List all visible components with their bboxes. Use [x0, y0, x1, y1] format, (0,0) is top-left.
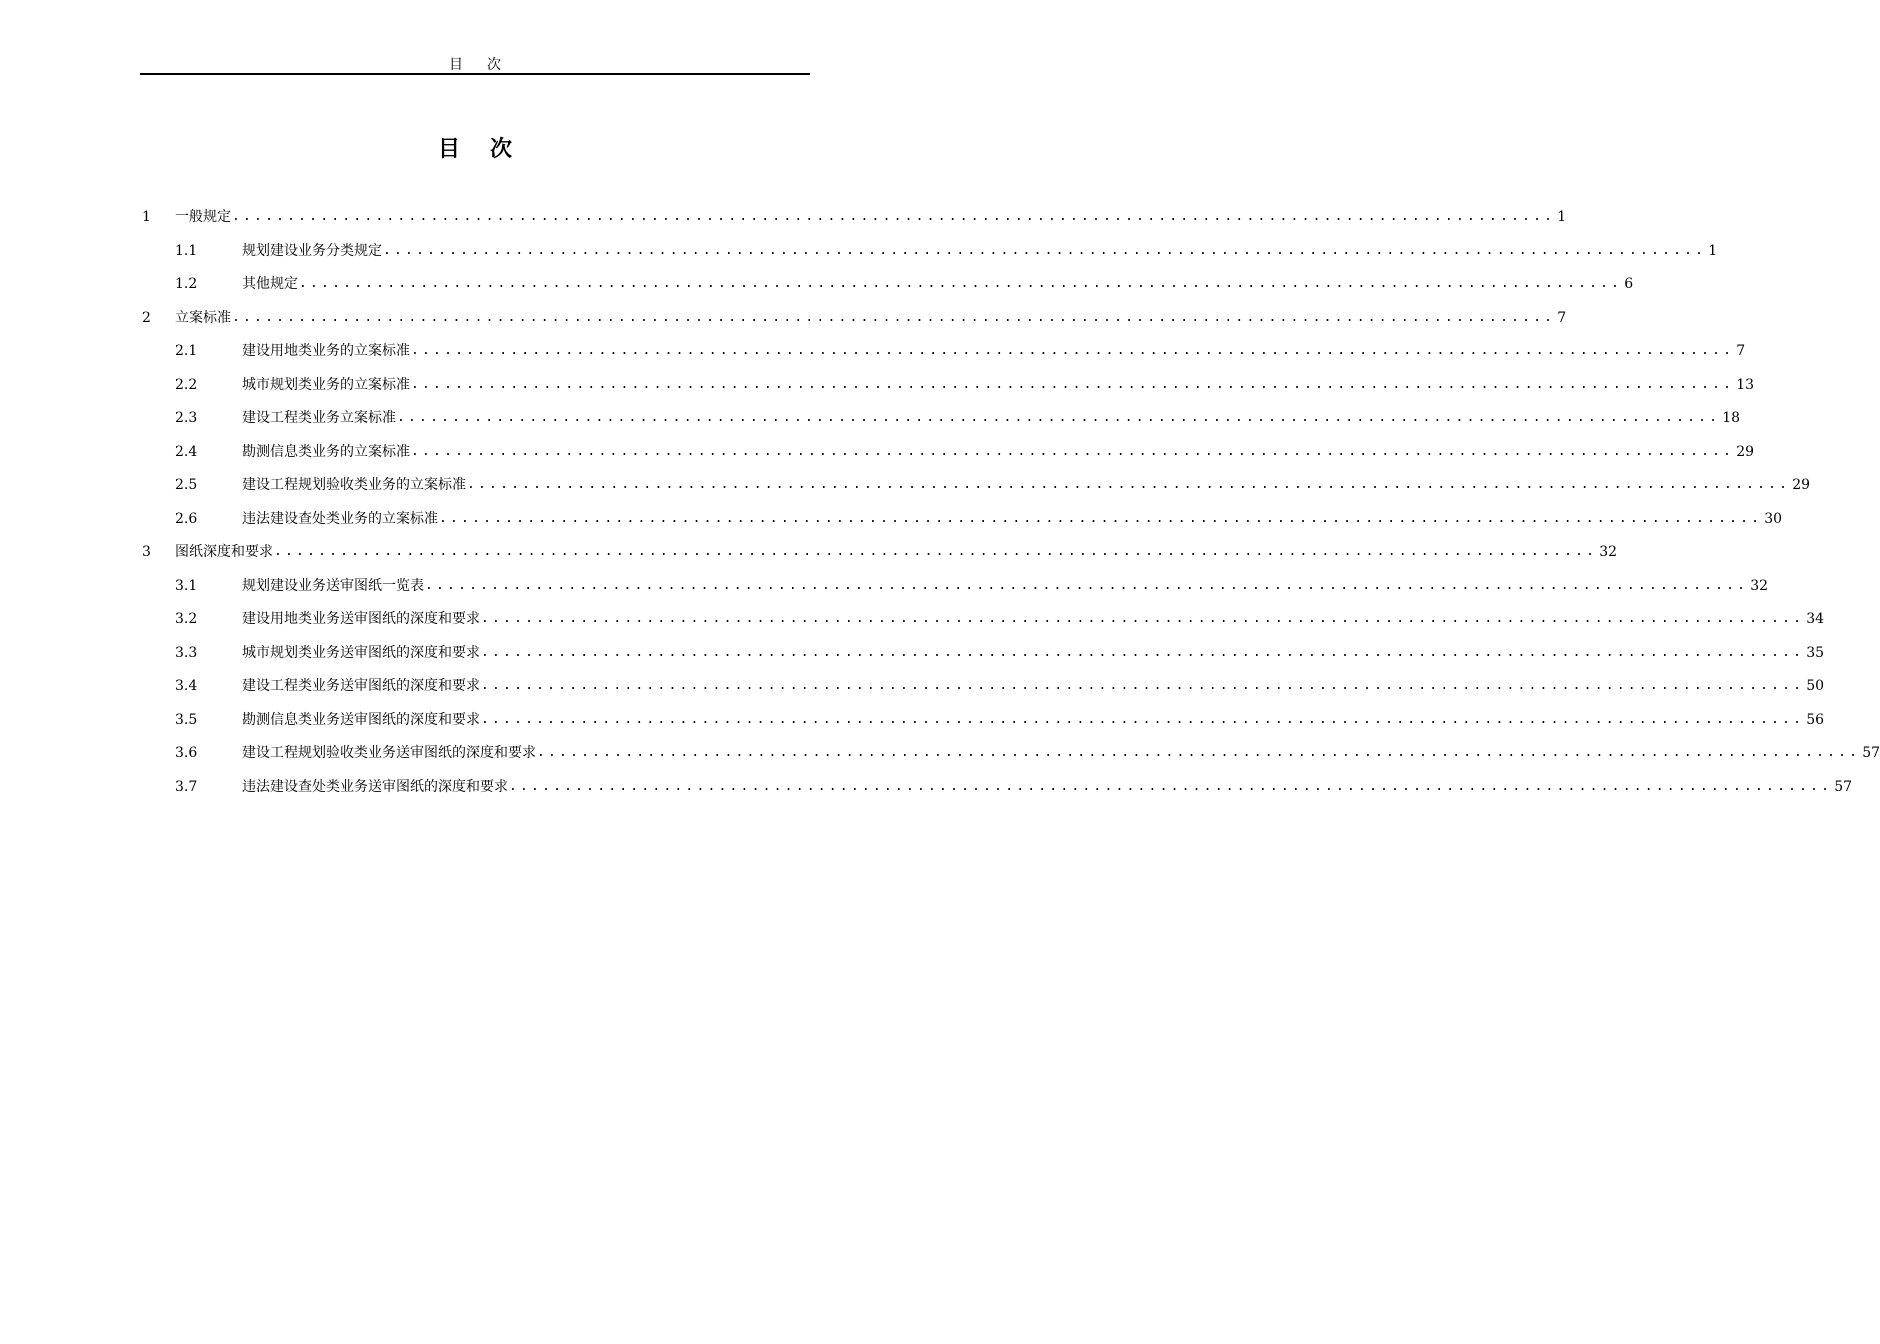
toc-section-entry[interactable] [175, 671, 1825, 701]
toc-entry-page-number: 56 [1806, 711, 1825, 728]
toc-section-entry[interactable] [175, 638, 1825, 668]
toc-entry-title: 建设工程规划验收类业务的立案标准 [242, 477, 466, 493]
toc-section-entry[interactable] [175, 236, 1718, 266]
toc-entry-title: 城市规划类业务送审图纸的深度和要求 [242, 644, 480, 661]
toc-dot-leader: ........................................................................................................................ [232, 309, 1556, 325]
toc-entry-page-number: 29 [1792, 477, 1811, 493]
toc-entry-title: 勘测信息类业务的立案标准 [242, 443, 410, 460]
toc-dot-leader: ........................................................................................................................ [299, 276, 1623, 291]
toc-entry-number: 3 [142, 544, 151, 560]
toc-dot-leader: ........................................................................................................................ [411, 343, 1735, 358]
toc-entry-title: 一般规定 [175, 209, 231, 225]
toc-entry-page-number: 13 [1736, 376, 1755, 393]
toc-chapter-entry[interactable] [140, 303, 1567, 333]
toc-section-entry[interactable] [175, 370, 1755, 400]
toc-entry-number: 2 [142, 309, 151, 326]
toc-entry-number: 3.4 [175, 678, 198, 694]
toc-section-entry[interactable] [175, 738, 1880, 768]
toc-entry-title: 城市规划类业务的立案标准 [242, 376, 410, 393]
toc-entry-number: 2.1 [175, 343, 198, 359]
toc-entry-title: 建设工程类业务立案标准 [242, 410, 396, 426]
toc-entry-title: 建设工程类业务送审图纸的深度和要求 [242, 678, 480, 694]
toc-entry-number: 2.6 [175, 510, 198, 527]
toc-entry-page-number: 1 [1557, 209, 1567, 225]
toc-entry-title: 建设用地类业务送审图纸的深度和要求 [242, 611, 480, 627]
toc-entry-title: 违法建设查处类业务的立案标准 [242, 510, 438, 527]
toc-entry-page-number: 57 [1862, 745, 1880, 761]
toc-entry-number: 1.2 [175, 276, 198, 292]
toc-dot-leader: ........................................................................................................................ [537, 745, 1861, 760]
toc-entry-page-number: 6 [1624, 276, 1634, 292]
toc-entry-number: 3.2 [175, 611, 198, 627]
toc-dot-leader: ........................................................................................................................ [397, 410, 1721, 425]
toc-entry-number: 3.5 [175, 711, 198, 728]
toc-dot-leader: ........................................................................................................................ [411, 376, 1735, 392]
running-header: 目次 [449, 57, 525, 73]
toc-dot-leader: ........................................................................................................................ [439, 510, 1763, 526]
toc-dot-leader: ........................................................................................................................ [481, 678, 1805, 693]
toc-entry-number: 2.4 [175, 443, 198, 460]
page-title: 目次 [437, 136, 542, 162]
toc-entry-page-number: 1 [1708, 242, 1718, 259]
toc-entry-title: 规划建设业务分类规定 [242, 242, 382, 259]
toc-entry-page-number: 57 [1834, 778, 1853, 795]
toc-dot-leader: ........................................................................................................................ [425, 577, 1749, 593]
toc-dot-leader: ........................................................................................................................ [383, 242, 1707, 258]
toc-entry-page-number: 30 [1764, 510, 1783, 527]
toc-entry-page-number: 50 [1806, 678, 1825, 694]
toc-section-entry[interactable] [175, 269, 1634, 299]
toc-entry-number: 1.1 [175, 242, 198, 259]
toc-entry-number: 2.2 [175, 376, 198, 393]
toc-entry-page-number: 35 [1806, 644, 1825, 661]
toc-entry-page-number: 34 [1806, 611, 1825, 627]
toc-entry-number: 3.1 [175, 577, 198, 594]
toc-section-entry[interactable] [175, 705, 1825, 735]
toc-section-entry[interactable] [175, 772, 1853, 802]
toc-dot-leader: ........................................................................................................................ [411, 443, 1735, 459]
toc-entry-number: 1 [142, 209, 151, 225]
toc-section-entry[interactable] [175, 604, 1825, 634]
toc-dot-leader: ........................................................................................................................ [481, 611, 1805, 626]
toc-dot-leader: ........................................................................................................................ [481, 711, 1805, 727]
toc-section-entry[interactable] [175, 504, 1783, 534]
toc-entry-page-number: 7 [1736, 343, 1746, 359]
toc-entry-title: 建设用地类业务的立案标准 [242, 343, 410, 359]
toc-entry-page-number: 7 [1557, 309, 1567, 326]
toc-entry-title: 勘测信息类业务送审图纸的深度和要求 [242, 711, 480, 728]
toc-entry-title: 图纸深度和要求 [175, 544, 273, 560]
toc-section-entry[interactable] [175, 470, 1811, 500]
toc-entry-number: 3.3 [175, 644, 198, 661]
toc-section-entry[interactable] [175, 571, 1769, 601]
toc-entry-number: 2.3 [175, 410, 198, 426]
toc-section-entry[interactable] [175, 403, 1741, 433]
toc-entry-page-number: 18 [1722, 410, 1741, 426]
toc-entry-page-number: 32 [1750, 577, 1769, 594]
toc-entry-title: 建设工程规划验收类业务送审图纸的深度和要求 [242, 745, 536, 761]
toc-entry-page-number: 29 [1736, 443, 1755, 460]
toc-section-entry[interactable] [175, 437, 1755, 467]
toc-section-entry[interactable] [175, 336, 1746, 366]
header-rule [140, 73, 810, 75]
toc-entry-title: 规划建设业务送审图纸一览表 [242, 577, 424, 594]
toc-dot-leader: ........................................................................................................................ [481, 644, 1805, 660]
toc-entry-number: 3.6 [175, 745, 198, 761]
toc-entry-number: 3.7 [175, 778, 198, 795]
toc-dot-leader: ........................................................................................................................ [509, 778, 1833, 794]
toc-dot-leader: ........................................................................................................................ [232, 209, 1556, 224]
toc-entry-number: 2.5 [175, 477, 198, 493]
toc-entry-title: 立案标准 [175, 309, 231, 326]
toc-entry-page-number: 32 [1599, 544, 1618, 560]
toc-entry-title: 违法建设查处类业务送审图纸的深度和要求 [242, 778, 508, 795]
toc-chapter-entry[interactable] [140, 537, 1618, 567]
toc-entry-title: 其他规定 [242, 276, 298, 292]
toc-dot-leader: ........................................................................................................................ [467, 477, 1791, 492]
toc-chapter-entry[interactable] [140, 202, 1567, 232]
toc-dot-leader: ........................................................................................................................ [274, 544, 1598, 559]
